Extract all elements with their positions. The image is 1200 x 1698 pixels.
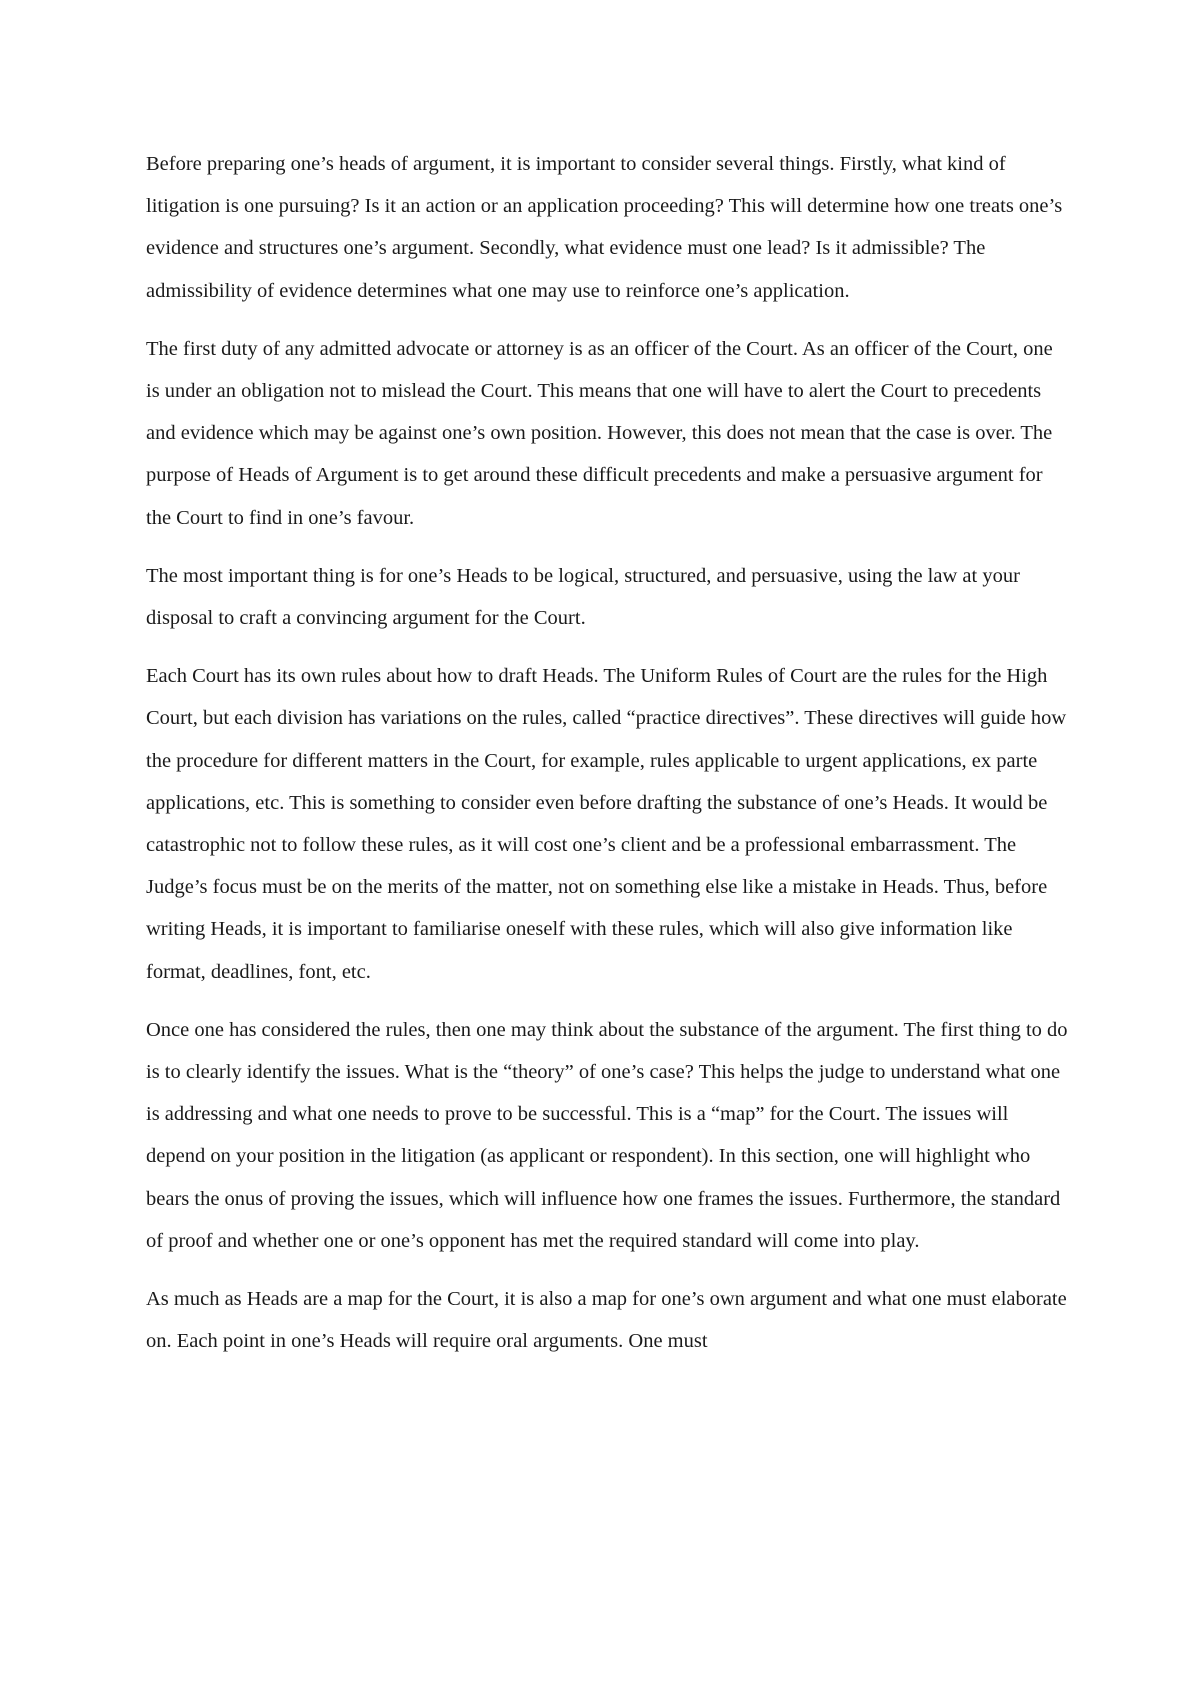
paragraph-heads-preparation: Before preparing one’s heads of argument, it is important to consider several things. Firstly, what kind of litigation is one pursuing? Is it an action or an application proceeding? This will determine how one treats one’s evidence and structures one’s argument. Secondly, what evidence must one lead? Is it admissible? The admissibility of evidence determines what one may use to reinforce one’s application. (146, 153, 1063, 302)
paragraph-map-for-argument: As much as Heads are a map for the Court, it is also a map for one’s own argument and what one must elaborate on. Each point in one’s Heads will require oral arguments. One must (146, 1288, 1067, 1353)
paragraph-court-rules: Each Court has its own rules about how to draft Heads. The Uniform Rules of Court are the rules for the High Court, but each division has variations on the rules, called “practice directives”. These directives will guide how the procedure for different matters in the Court, for example, rules applicable to urgent applications, ex parte applications, etc. This is something to consider even before drafting the substance of one’s Heads. It would be catastrophic not to follow these rules, as it will cost one’s client and be a professional embarrassment. The Judge’s focus must be on the merits of the matter, not on something else like a mistake in Heads. Thus, before writing Heads, it is important to familiarise oneself with these rules, which will also give information like format, deadlines, font, etc. (146, 665, 1067, 983)
document-body (146, 143, 1071, 1378)
paragraph-logical-structure: The most important thing is for one’s Heads to be logical, structured, and persuasive, using the law at your disposal to craft a convincing argument for the Court. (146, 564, 1020, 630)
paragraph-duty-to-court: The first duty of any admitted advocate or attorney is as an officer of the Court. As an officer of the Court, one is under an obligation not to mislead the Court. This means that one will have to alert the Court to precedents and evidence which may be against one’s own position. However, this does not mean that the case is over. The purpose of Heads of Argument is to get around these difficult precedents and make a persuasive argument for the Court to find in one’s favour. (146, 337, 1053, 529)
paragraph-identify-issues: Once one has considered the rules, then one may think about the substance of the argument. The first thing to do is to clearly identify the issues. What is the “theory” of one’s case? This helps the judge to understand what one is addressing and what one needs to prove to be successful. This is a “map” for the Court. The issues will depend on your position in the litigation (as applicant or respondent). In this section, one will highlight who bears the onus of proving the issues, which will influence how one frames the issues. Furthermore, the standard of proof and whether one or one’s opponent has met the required standard will come into play. (146, 1018, 1068, 1252)
